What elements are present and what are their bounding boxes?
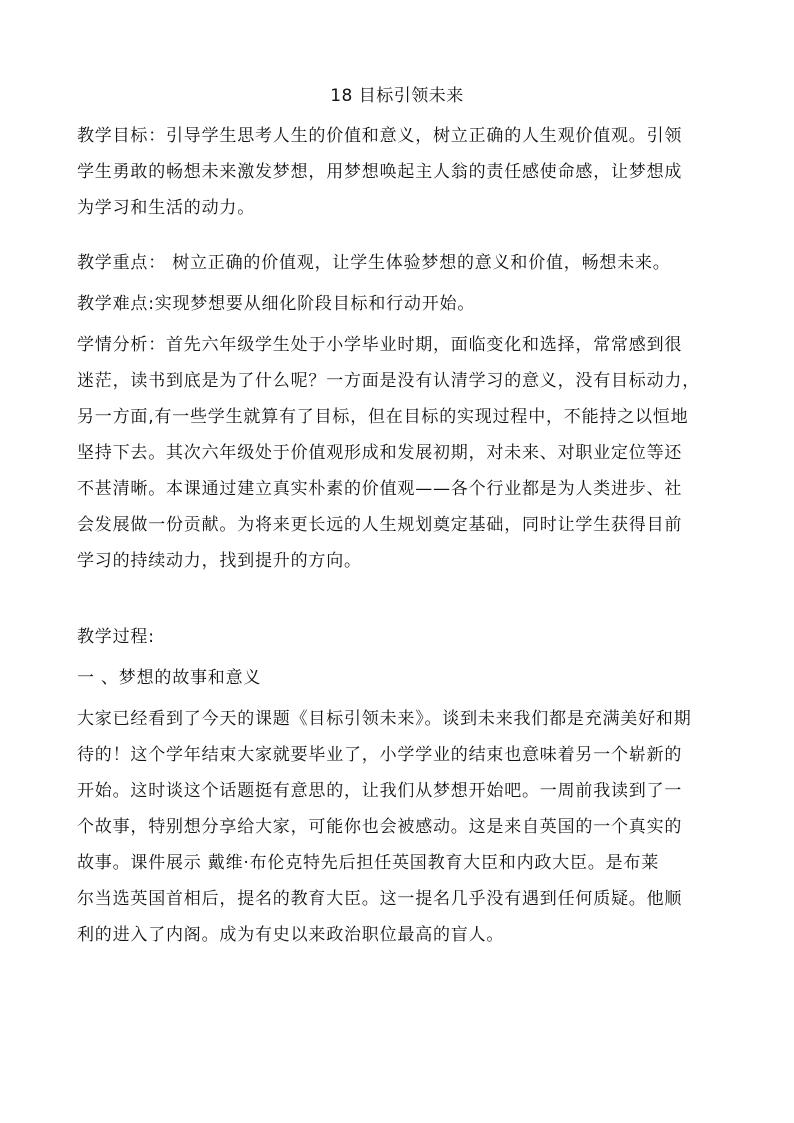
text-line: 教学目标：引导学生思考人生的价值和意义，树立正确的人生观价值观。引领 (77, 126, 683, 146)
text-line: 会发展做一份贡献。为将来更长远的人生规划奠定基础，同时让学生获得目前 (77, 515, 683, 535)
text-line: 为学习和生活的动力。 (77, 198, 255, 218)
text-line: 利的进入了内阁。成为有史以来政治职位最高的盲人。 (77, 925, 505, 945)
text-line: 故事。课件展示 戴维·布伦克特先后担任英国教育大臣和内政大臣。是布莱 (77, 853, 660, 873)
key-points-paragraph (77, 245, 727, 281)
text-line: 学习的持续动力，找到提升的方向。 (77, 551, 362, 571)
text-line: 学情分析：首先六年级学生处于小学毕业时期，面临变化和选择，常常感到很 (77, 335, 683, 355)
section-heading: 一 、梦想的故事和意义 (77, 668, 262, 688)
student-analysis-paragraph (77, 327, 727, 579)
text-line: 教学难点:实现梦想要从细化阶段目标和行动开始。 (77, 294, 476, 314)
text-line: 不甚清晰。本课通过建立真实朴素的价值观——各个行业都是为人类进步、社 (77, 479, 683, 499)
text-line: 学生勇敢的畅想未来激发梦想，用梦想唤起主人翁的责任感使命感，让梦想成 (77, 162, 683, 182)
text-line: 开始。这时谈这个话题挺有意思的，让我们从梦想开始吧。一周前我读到了一 (77, 781, 683, 801)
text-line: 另一方面,有一些学生就算有了目标，但在目标的实现过程中，不能持之以恒地 (77, 407, 689, 427)
text-line: 个故事，特别想分享给大家，可能你也会被感动。这是来自英国的一个真实的 (77, 817, 683, 837)
text-line: 大家已经看到了今天的课题《目标引领未来》。谈到未来我们都是充满美好和期 (77, 709, 692, 729)
text-line: 教学重点： 树立正确的价值观，让学生体验梦想的意义和价值，畅想未来。 (77, 253, 671, 273)
section-heading: 教学过程: (77, 627, 155, 647)
teaching-goals-paragraph (77, 118, 727, 226)
teaching-process-heading (77, 619, 727, 655)
text-line: 尔当选英国首相后，提名的教育大臣。这一提名几乎没有遇到任何质疑。他顺 (77, 889, 683, 909)
text-line: 待的！这个学年结束大家就要毕业了，小学学业的结束也意味着另一个崭新的 (77, 745, 683, 765)
text-line: 坚持下去。其次六年级处于价值观形成和发展初期，对未来、对职业定位等还 (77, 443, 683, 463)
difficulties-paragraph (77, 286, 727, 322)
page-title: 18 目标引领未来 (330, 86, 464, 106)
story-paragraph (77, 701, 727, 953)
section-one-heading (77, 660, 727, 696)
text-line: 迷茫，读书到底是为了什么呢？一方面是没有认清学习的意义，没有目标动力， (77, 371, 700, 391)
